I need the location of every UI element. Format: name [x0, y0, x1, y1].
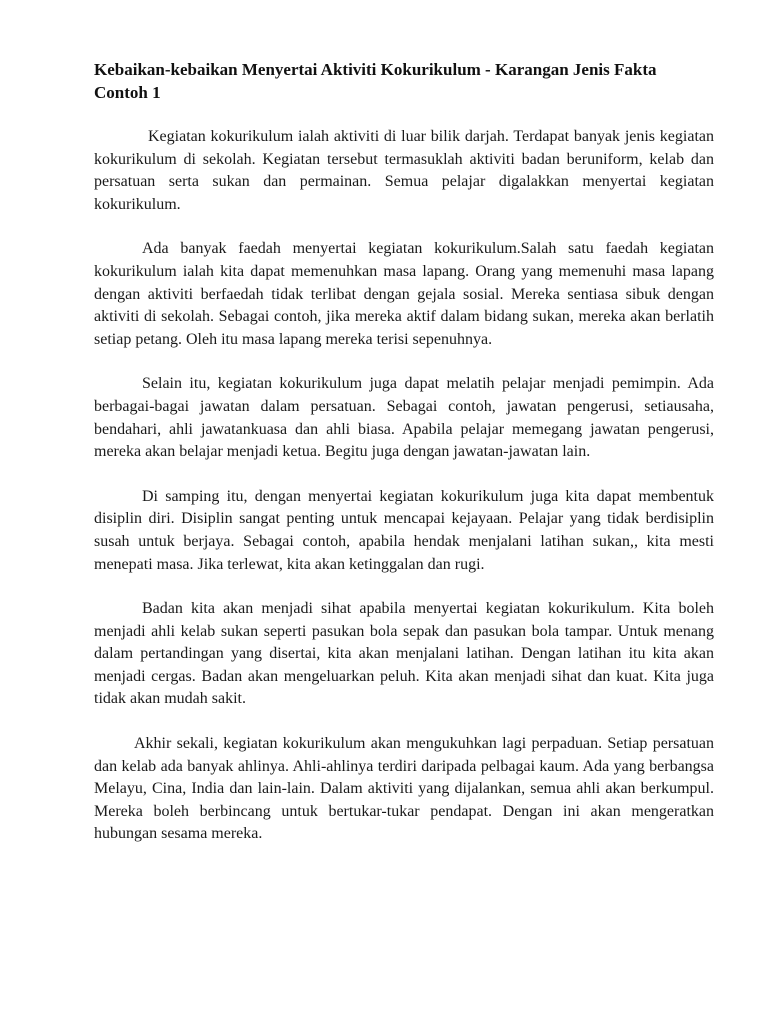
paragraph-health: Badan kita akan menjadi sihat apabila menyertai kegiatan kokurikulum. Kita boleh menjadi ahli kelab sukan seperti pasukan bola sepak dan pasukan bola tampar. Untuk menang dalam pertandingan yang disertai, kita akan menjalani latihan. Dengan latihan itu kita akan menjadi cergas. Badan akan mengeluarkan peluh. Kita akan menjadi sihat dan kuat. Kita juga tidak akan mudah sakit. — [94, 600, 714, 708]
paragraph-discipline: Di samping itu, dengan menyertai kegiatan kokurikulum juga kita dapat membentuk disiplin diri. Disiplin sangat penting untuk mencapai kejayaan. Pelajar yang tidak berdisiplin susah untuk berjaya. Sebagai contoh, apabila hendak menjalani latihan sukan,, kita mesti menepati masa. Jika terlewat, kita akan ketinggalan dan rugi. — [94, 487, 714, 573]
paragraph-introduction: Kegiatan kokurikulum ialah aktiviti di luar bilik darjah. Terdapat banyak jenis kegiatan kokurikulum di sekolah. Kegiatan tersebut termasuklah aktiviti badan beruniform, kelab dan persatuan serta sukan dan permainan. Semua pelajar digalakkan menyertai kegiatan kokurikulum. — [94, 128, 714, 213]
paragraph-unity: Akhir sekali, kegiatan kokurikulum akan mengukuhkan lagi perpaduan. Setiap persatuan dan kelab ada banyak ahlinya. Ahli-ahlinya terdiri daripada pelbagai kaum. Ada yang berbangsa Melayu, Cina, India dan lain-lain. Dalam aktiviti yang dijalankan, semua ahli akan berkumpul. Mereka boleh berbincang untuk bertukar-tukar pendapat. Dengan ini akan mengeratkan hubungan sesama mereka. — [94, 735, 714, 843]
paragraph-leisure-time: Ada banyak faedah menyertai kegiatan kokurikulum.Salah satu faedah kegiatan kokurikulum ialah kita dapat memenuhkan masa lapang. Orang yang memenuhi masa lapang dengan aktiviti berfaedah tidak terlibat dengan gejala sosial. Mereka sentiasa sibuk dengan aktiviti di sekolah. Sebagai contoh, jika mereka aktif dalam bidang sukan, mereka akan berlatih setiap petang. Oleh itu masa lapang mereka terisi sepenuhnya. — [94, 240, 714, 348]
paragraph-leadership: Selain itu, kegiatan kokurikulum juga dapat melatih pelajar menjadi pemimpin. Ada berbagai-bagai jawatan dalam persatuan. Sebagai contoh, jawatan pengerusi, setiausaha, bendahari, ahli jawatankuasa dan ahli biasa. Apabila pelajar memegang jawatan pengerusi, mereka akan belajar menjadi ketua. Begitu juga dengan jawatan-jawatan lain. — [94, 375, 714, 461]
document-title: Kebaikan-kebaikan Menyertai Aktiviti Kokurikulum - Karangan Jenis Fakta Contoh 1 — [94, 60, 657, 102]
document-page — [94, 58, 714, 868]
